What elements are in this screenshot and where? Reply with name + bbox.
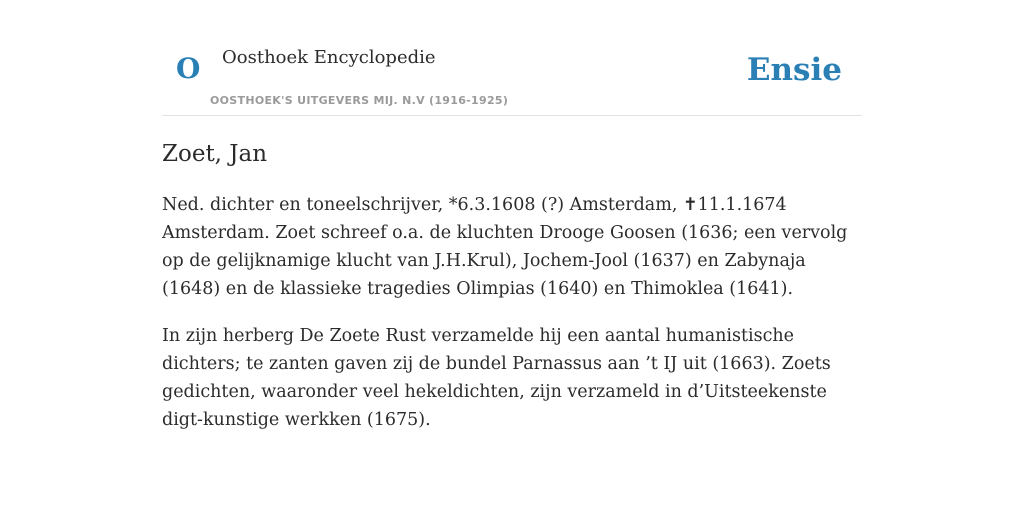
site-title[interactable]: Oosthoek Encyclopedie bbox=[222, 47, 436, 68]
publisher-label: OOSTHOEK'S UITGEVERS MIJ. N.V (1916-1925) bbox=[210, 94, 509, 107]
site-logo[interactable]: O bbox=[176, 52, 201, 85]
article-paragraph: In zijn herberg De Zoete Rust verzamelde hij een aantal humanistische dichters; te zanten gaven zij de bundel Parnassus aan ’t IJ uit (1663). Zoets gedichten, waaronder veel hekeldichten, zijn verzameld in d’Uitsteekenste digt-kunstige werkken (1675). bbox=[162, 326, 831, 430]
article-paragraph: Ned. dichter en toneelschrijver, *6.3.1608 (?) Amsterdam, ✝11.1.1674 Amsterdam. Zoet schreef o.a. de kluchten Drooge Goosen (1636; een vervolg op de gelijknamige klucht van J.H.Krul), Jochem-Jool (1637) en Zabynaja (1648) en de klassieke tragedies Olimpias (1640) en Thimoklea (1641). bbox=[162, 195, 848, 299]
article-title: Zoet, Jan bbox=[162, 141, 268, 167]
brand-logo[interactable]: Ensie bbox=[746, 52, 842, 88]
site-header bbox=[162, 40, 862, 116]
article bbox=[162, 138, 862, 453]
